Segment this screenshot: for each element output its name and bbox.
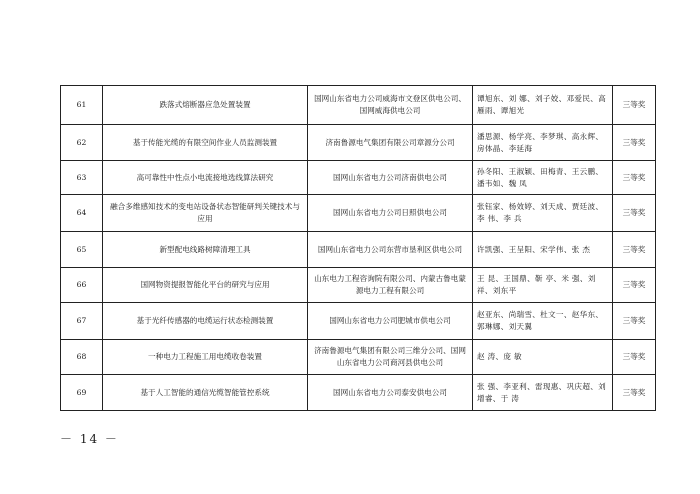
- project-name: 基于光纤传感器的电缆运行状态检测装置: [103, 303, 308, 340]
- award-level: 三等奖: [613, 161, 656, 195]
- completing-unit: 国网山东省电力公司东营市垦利区供电公司: [308, 232, 473, 268]
- project-name: 新型配电线路树障清理工具: [103, 232, 308, 268]
- award-level: 三等奖: [613, 268, 656, 303]
- project-name: 基于传能光缆的有限空间作业人员监测装置: [103, 125, 308, 161]
- completing-people: 孙冬阳、王淑颖、田梅青、王云鹏、潘韦如、魏 凤: [473, 161, 613, 195]
- project-name: 一种电力工程施工用电缆收卷装置: [103, 340, 308, 375]
- completing-unit: 国网山东省电力公司肥城市供电公司: [308, 303, 473, 340]
- completing-people: 潘思源、杨学亮、李梦琪、高永辉、房体晶、李延海: [473, 125, 613, 161]
- table-row: [61, 86, 656, 125]
- completing-people: 张 强、李亚利、雷现惠、巩庆超、刘增睿、于 涛: [473, 375, 613, 411]
- table-row: [61, 161, 656, 195]
- row-number: 66: [61, 268, 103, 303]
- project-name: 跌落式熔断器应急处置装置: [103, 86, 308, 125]
- page-number: － 14 －: [60, 432, 119, 446]
- award-level: 三等奖: [613, 125, 656, 161]
- completing-people: 许凯强、王呈阳、宋学伟、张 杰: [473, 232, 613, 268]
- award-level: 三等奖: [613, 340, 656, 375]
- completing-people: 张钰家、杨效婷、刘天成、贾廷波、李 伟、李 兵: [473, 195, 613, 232]
- award-level: 三等奖: [613, 86, 656, 125]
- award-level: 三等奖: [613, 232, 656, 268]
- project-name: 高可靠性中性点小电流接地选线算法研究: [103, 161, 308, 195]
- completing-unit: 国网山东省电力公司济南供电公司: [308, 161, 473, 195]
- table-row: [61, 268, 656, 303]
- completing-people: 赵 涛、庞 敏: [473, 340, 613, 375]
- completing-unit: 山东电力工程咨询院有限公司、内蒙古鲁电蒙源电力工程有限公司: [308, 268, 473, 303]
- row-number: 62: [61, 125, 103, 161]
- table-row: [61, 125, 656, 161]
- awards-table: [60, 85, 656, 411]
- row-number: 65: [61, 232, 103, 268]
- completing-people: 谭旭东、刘 娜、刘子姣、邓爱民、高雁雨、谭旭光: [473, 86, 613, 125]
- table-row: [61, 303, 656, 340]
- row-number: 68: [61, 340, 103, 375]
- table-row: [61, 232, 656, 268]
- project-name: 融合多维感知技术的变电站设备状态智能研判关键技术与应用: [103, 195, 308, 232]
- completing-unit: 国网山东省电力公司威海市文登区供电公司、国网威海供电公司: [308, 86, 473, 125]
- award-level: 三等奖: [613, 303, 656, 340]
- completing-unit: 国网山东省电力公司泰安供电公司: [308, 375, 473, 411]
- row-number: 67: [61, 303, 103, 340]
- row-number: 69: [61, 375, 103, 411]
- table-row: [61, 340, 656, 375]
- completing-unit: 济南鲁源电气集团有限公司章源分公司: [308, 125, 473, 161]
- completing-unit: 济南鲁源电气集团有限公司三维分公司、国网山东省电力公司商河县供电公司: [308, 340, 473, 375]
- project-name: 基于人工智能的通信光缆智能管控系统: [103, 375, 308, 411]
- award-level: 三等奖: [613, 375, 656, 411]
- project-name: 国网物资提报智能化平台的研究与应用: [103, 268, 308, 303]
- table-row: [61, 195, 656, 232]
- row-number: 63: [61, 161, 103, 195]
- completing-unit: 国网山东省电力公司日照供电公司: [308, 195, 473, 232]
- award-level: 三等奖: [613, 195, 656, 232]
- table-row: [61, 375, 656, 411]
- completing-people: 赵亚东、尚瑞雪、杜文一、赵华东、郭琳娜、刘天翼: [473, 303, 613, 340]
- completing-people: 王 昆、王国鼎、靳 亭、米 强、刘 祥、刘东平: [473, 268, 613, 303]
- row-number: 64: [61, 195, 103, 232]
- row-number: 61: [61, 86, 103, 125]
